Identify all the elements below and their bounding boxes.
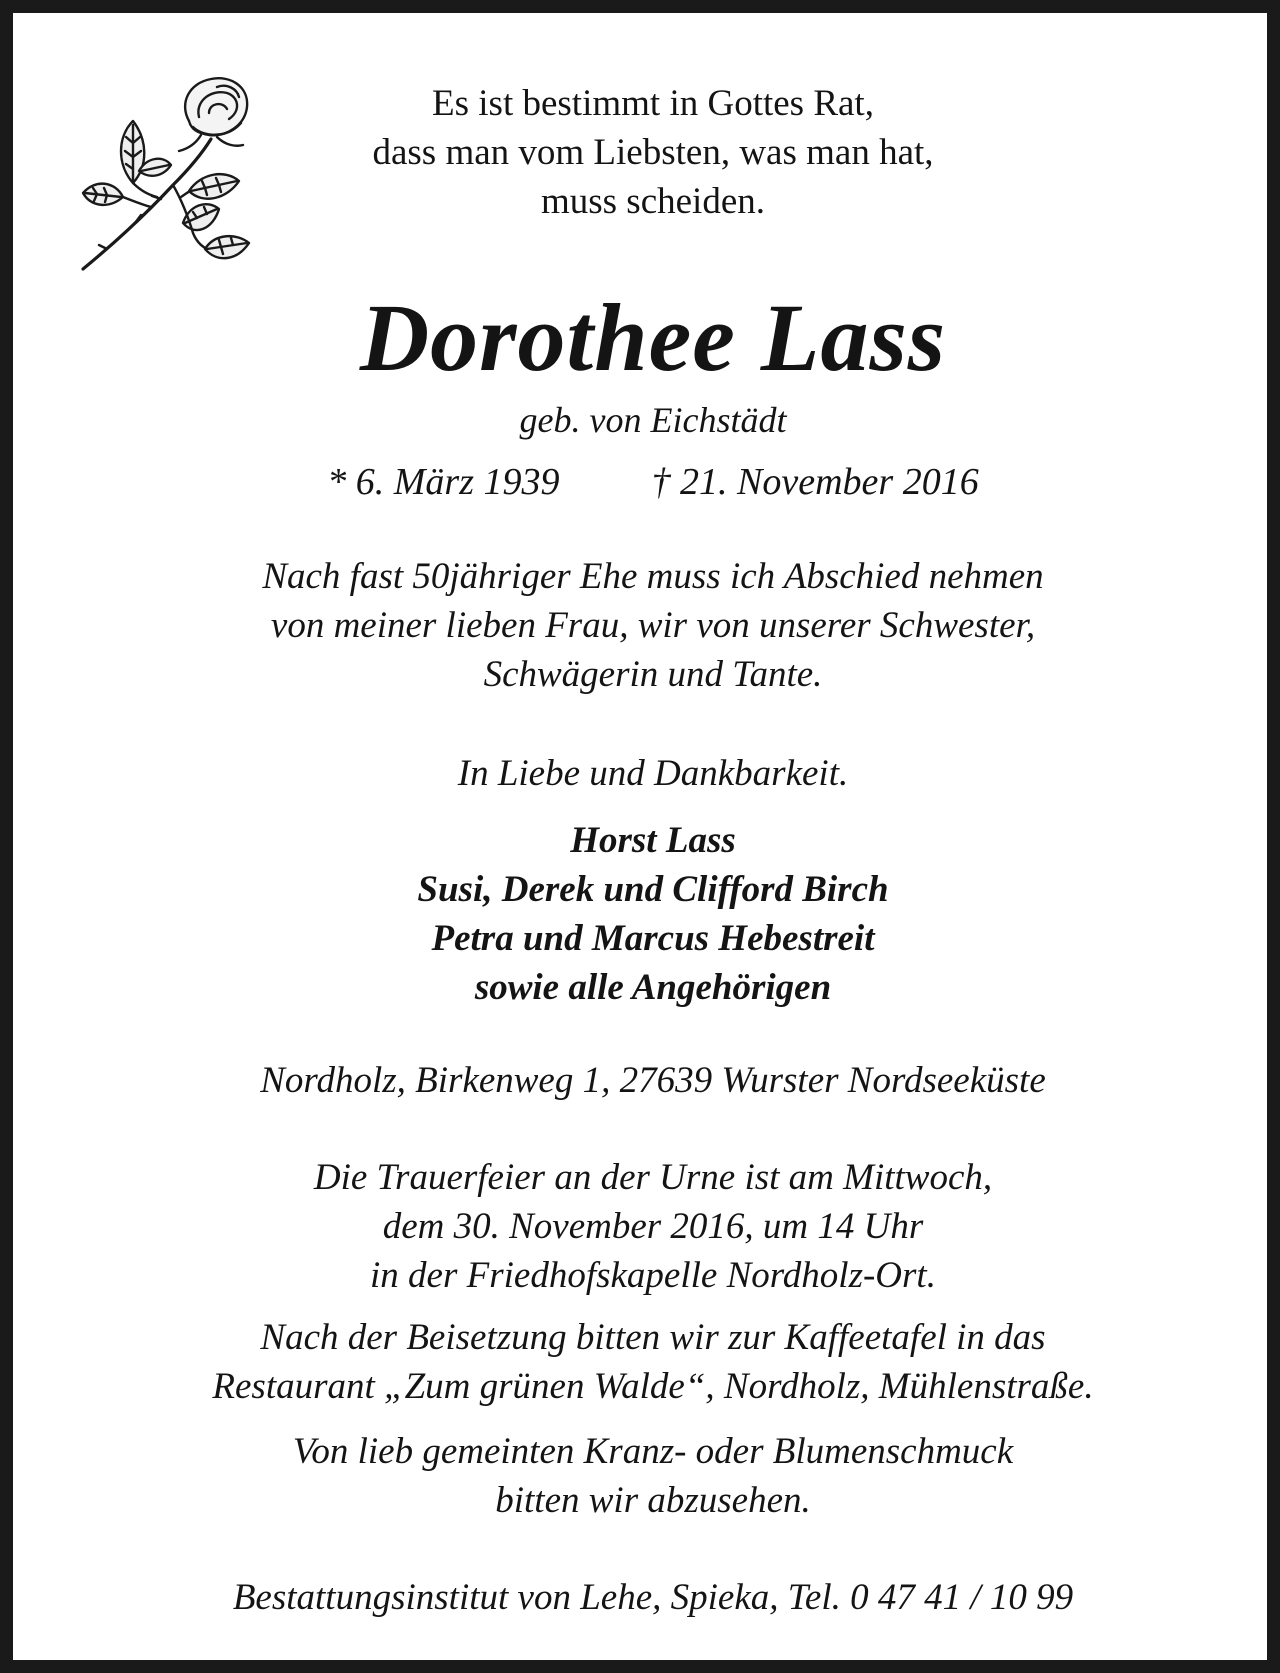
signer: Horst Lass <box>570 820 736 861</box>
motto-line: muss scheiden. <box>540 181 766 222</box>
flowers-line: Von lieb gemeinten Kranz- oder Blumenschmuck <box>292 1431 1014 1472</box>
address: Nordholz, Birkenweg 1, 27639 Wurster Nordseeküste <box>260 1060 1046 1101</box>
ceremony-line: dem 30. November 2016, um 14 Uhr <box>382 1206 924 1247</box>
motto-line: Es ist bestimmt in Gottes Rat, <box>432 83 874 124</box>
life-dates <box>13 459 1280 505</box>
ceremony-line: in der Friedhofskapelle Nordholz-Ort. <box>370 1255 936 1296</box>
farewell-text <box>13 552 1280 699</box>
motto-line: dass man vom Liebsten, was man hat, <box>372 132 934 173</box>
coffee-info <box>13 1313 1280 1411</box>
farewell-line: von meiner lieben Frau, wir von unserer Schwester, <box>270 605 1036 646</box>
birth-name: geb. von Eichstädt <box>519 400 787 440</box>
funeral-home: Bestattungsinstitut von Lehe, Spieka, Tel. 0 47 41 / 10 99 <box>232 1577 1074 1618</box>
flowers-note <box>13 1427 1280 1525</box>
ceremony-line: Die Trauerfeier an der Urne ist am Mittwoch, <box>313 1157 993 1198</box>
birth-date: * 6. März 1939 <box>327 461 560 503</box>
coffee-line: Nach der Beisetzung bitten wir zur Kaffeetafel in das <box>260 1317 1046 1358</box>
deceased-name: Dorothee Lass <box>359 284 947 391</box>
flowers-line: bitten wir abzusehen. <box>495 1480 811 1521</box>
ceremony-info <box>13 1153 1280 1300</box>
signers-list <box>13 816 1280 1012</box>
death-date: † 21. November 2016 <box>651 461 979 503</box>
signer: Petra und Marcus Hebestreit <box>431 918 875 959</box>
signer: sowie alle Angehörigen <box>474 967 832 1008</box>
farewell-line: Schwägerin und Tante. <box>483 654 823 695</box>
coffee-line: Restaurant „Zum grünen Walde“, Nordholz, Mühlenstraße. <box>212 1366 1094 1407</box>
farewell-line: Nach fast 50jähriger Ehe muss ich Abschied nehmen <box>262 556 1044 597</box>
closing-text: In Liebe und Dankbarkeit. <box>457 753 849 794</box>
motto-verse <box>13 79 1280 226</box>
signer: Susi, Derek und Clifford Birch <box>417 869 889 910</box>
